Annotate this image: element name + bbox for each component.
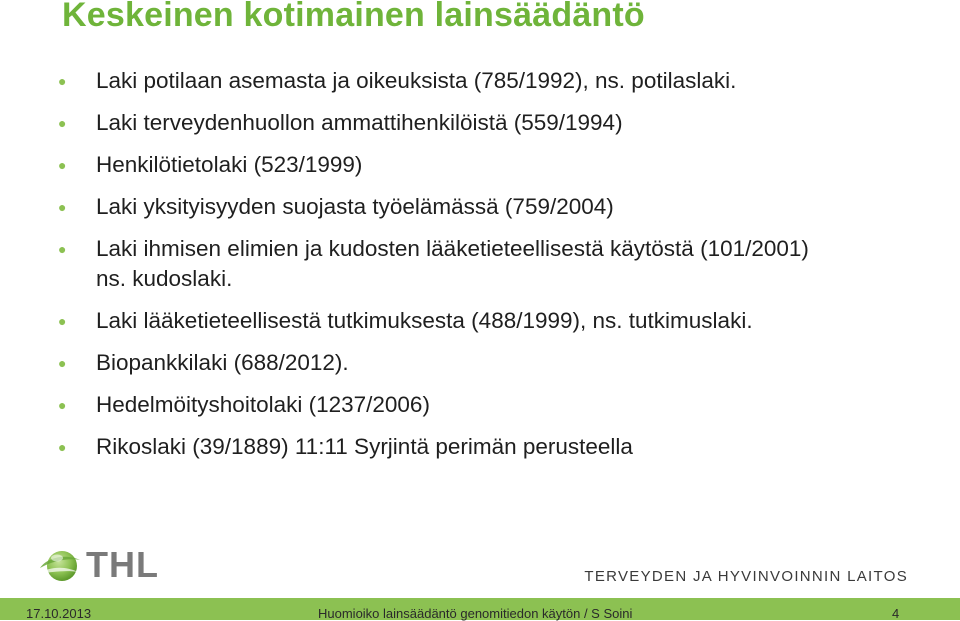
list-item	[54, 390, 934, 420]
list-item-text: Laki lääketieteellisestä tutkimuksesta (488/1999), ns. tutkimuslaki.	[96, 308, 753, 333]
thl-logo-text: THL	[86, 544, 159, 585]
bullet-dot-icon: ●	[58, 199, 67, 215]
institute-name: TERVEYDEN JA HYVINVOINNIN LAITOS	[584, 568, 908, 585]
bullet-dot-icon: ●	[58, 115, 67, 131]
bullet-dot-icon: ●	[58, 439, 67, 455]
bullet-dot-icon: ●	[58, 157, 67, 173]
bullet-list	[54, 66, 934, 474]
list-item	[54, 108, 934, 138]
page-number: 4	[892, 606, 900, 621]
list-item-text: Henkilötietolaki (523/1999)	[96, 152, 363, 177]
list-item	[54, 234, 934, 294]
list-item	[54, 192, 934, 222]
bullet-dot-icon: ●	[58, 313, 67, 329]
list-item-text: Biopankkilaki (688/2012).	[96, 350, 349, 375]
list-item-text: Laki yksityisyyden suojasta työelämässä (759/2004)	[96, 194, 614, 219]
thl-logo	[36, 544, 159, 586]
bullet-dot-icon: ●	[58, 397, 67, 413]
list-item	[54, 306, 934, 336]
list-item-text: Rikoslaki (39/1889) 11:11 Syrjintä perimän perusteella	[96, 434, 633, 459]
list-item	[54, 66, 934, 96]
list-item-text: Laki terveydenhuollon ammattihenkilöistä (559/1994)	[96, 110, 623, 135]
footer-date: 17.10.2013	[26, 606, 92, 621]
list-item-text: Laki potilaan asemasta ja oikeuksista (785/1992), ns. potilaslaki.	[96, 68, 737, 93]
bullet-dot-icon: ●	[58, 73, 67, 89]
list-item	[54, 432, 934, 462]
thl-globe-logo-icon	[36, 544, 82, 586]
bullet-dot-icon: ●	[58, 241, 67, 257]
list-item-text: Hedelmöityshoitolaki (1237/2006)	[96, 392, 430, 417]
bullet-dot-icon: ●	[58, 355, 67, 371]
list-item-text: Laki ihmisen elimien ja kudosten lääketieteellisestä käytöstä (101/2001) ns. kudoslaki.	[96, 236, 809, 291]
list-item	[54, 150, 934, 180]
footer-caption: Huomioiko lainsäädäntö genomitiedon käytön / S Soini	[318, 606, 633, 621]
slide-title: Keskeinen kotimainen lainsäädäntö	[62, 0, 645, 34]
list-item	[54, 348, 934, 378]
